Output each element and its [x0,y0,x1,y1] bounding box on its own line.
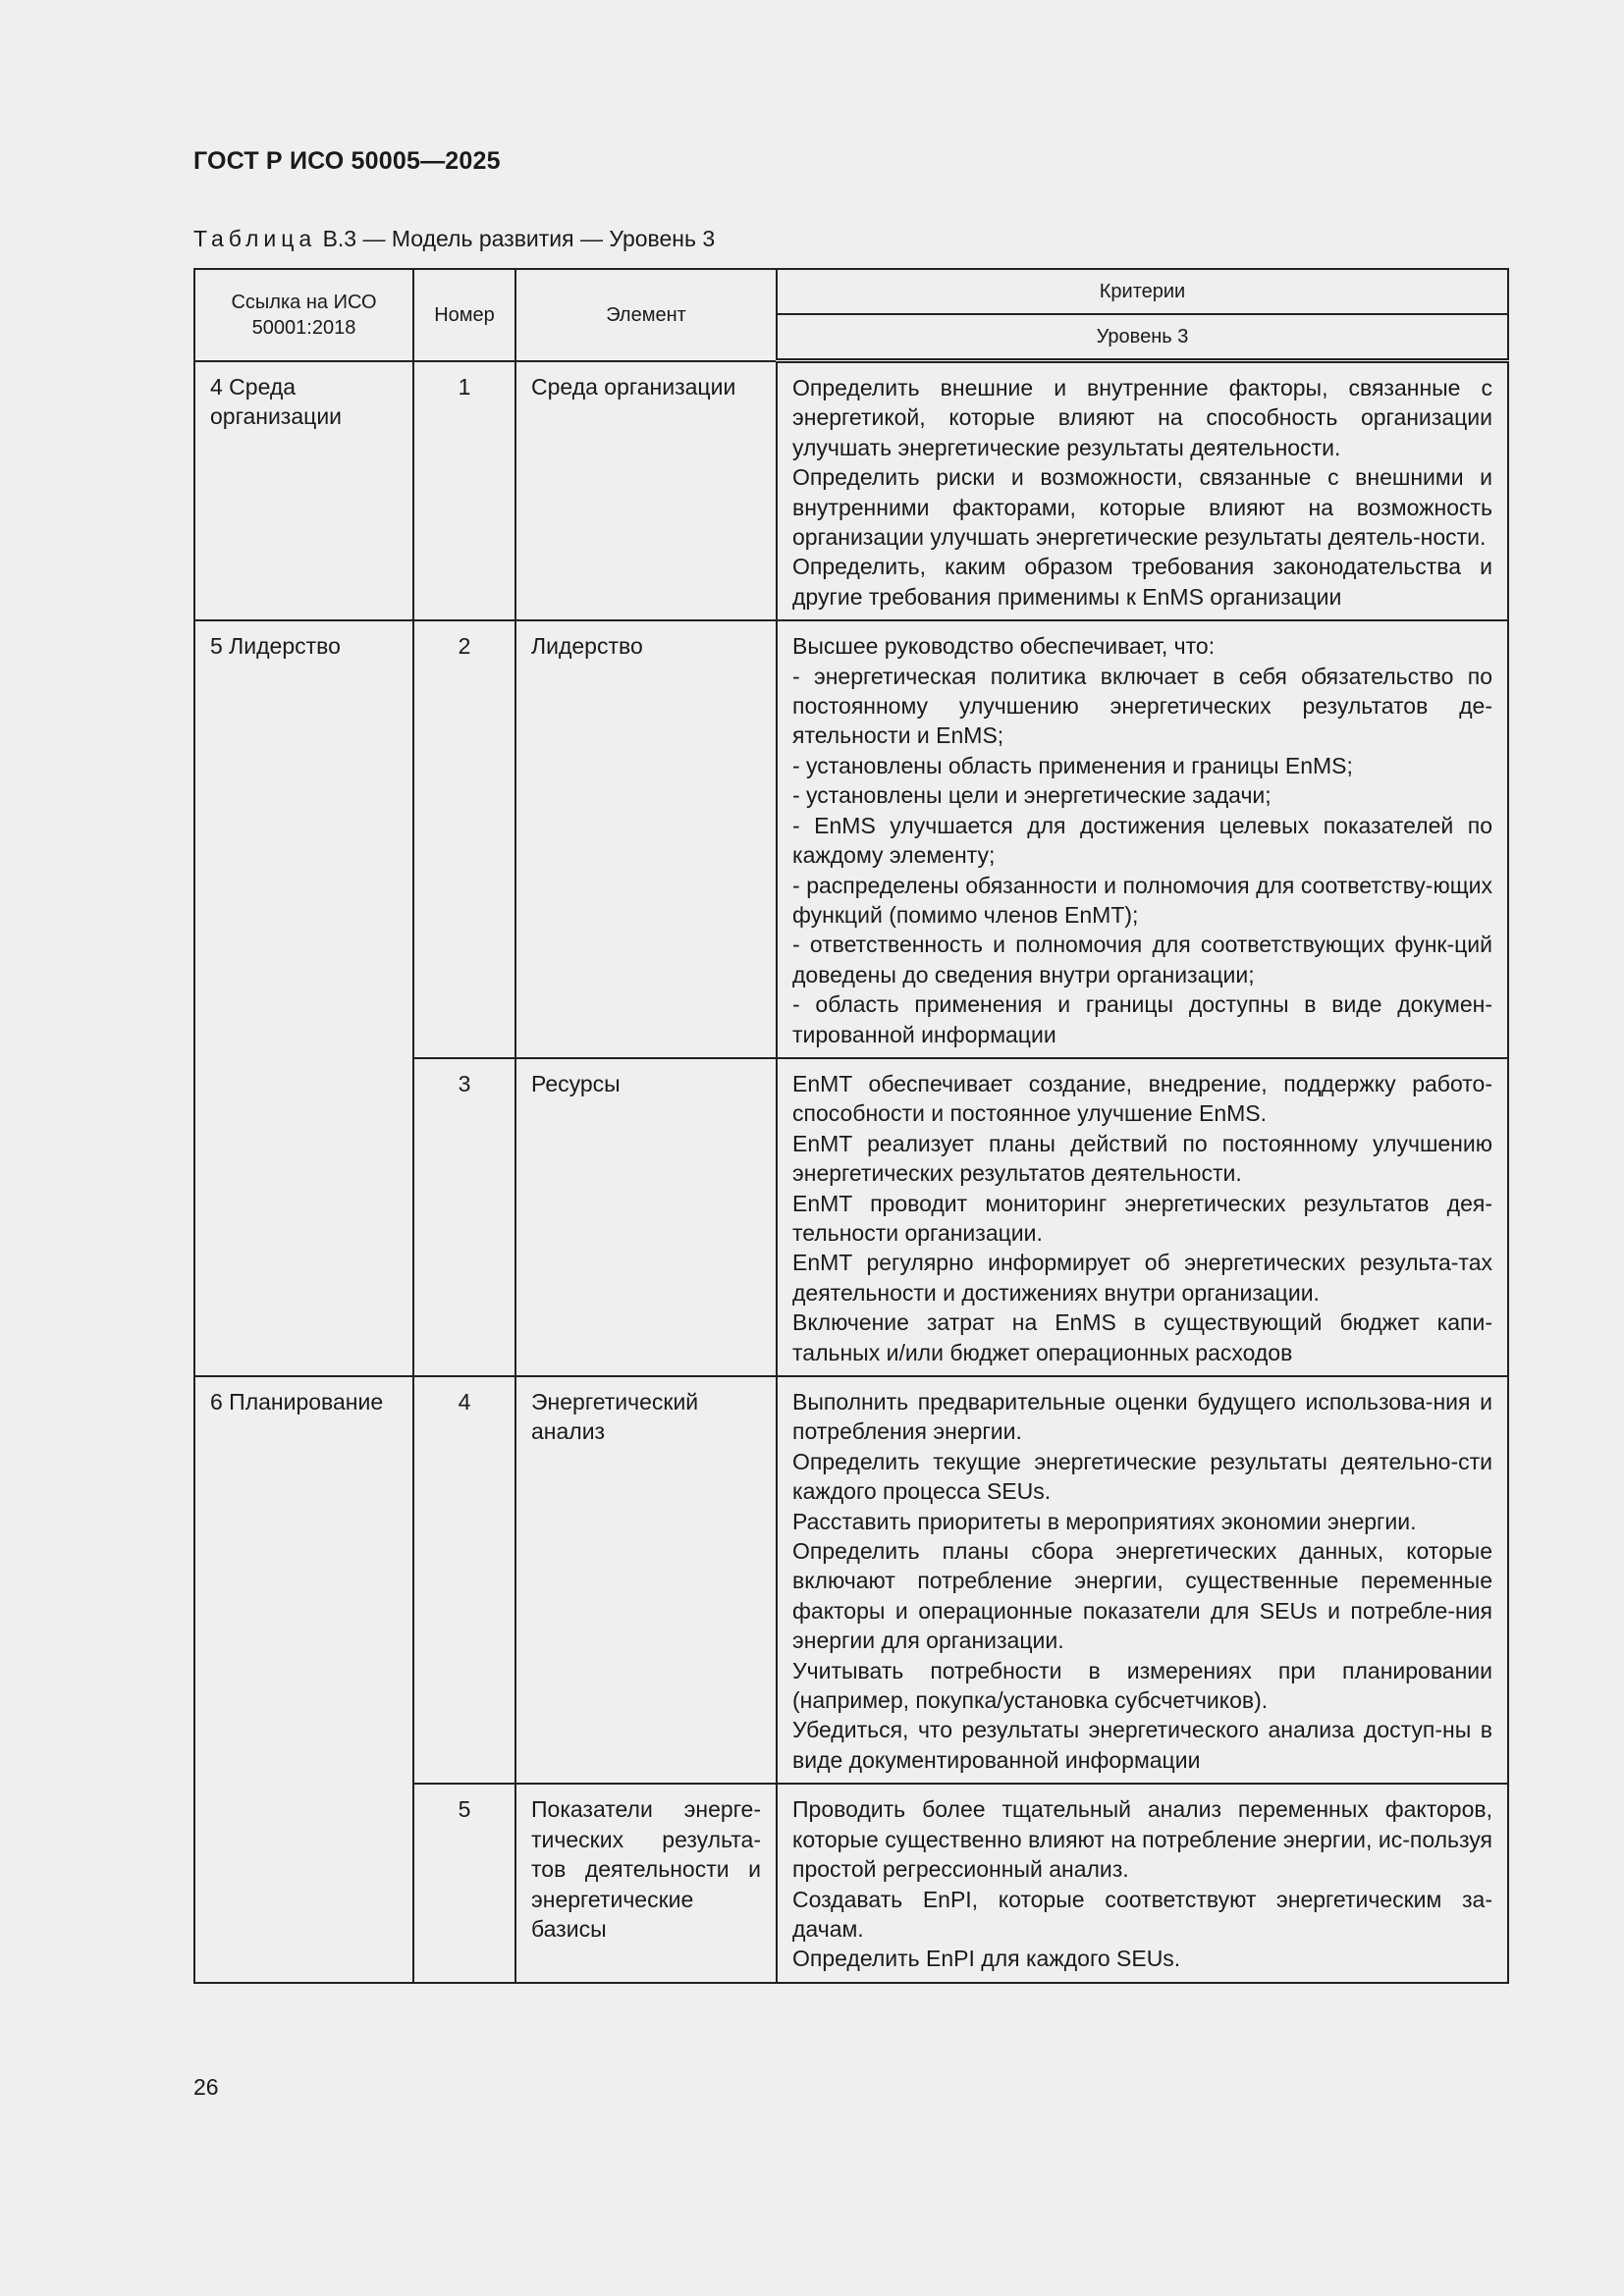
number-cell: 1 [413,361,515,621]
criteria-cell [777,1784,1508,1982]
criteria-paragraph: - EnMS улучшается для достижения целевых показателей по каждому элементу; [792,812,1492,869]
criteria-paragraph: Проводить более тщательный анализ переменных факторов, которые существенно влияют на потребление энергии, ис-пользуя простой регрессионный анализ. [792,1796,1492,1883]
criteria-paragraph: - установлены область применения и границы EnMS; [792,752,1353,778]
number-cell: 5 [413,1784,515,1982]
criteria-paragraph: Определить планы сбора энергетических данных, которые включают потребление энергии, существенные переменные факторы и операционные показатели для SEUs и потребле-ния энергии для организации. [792,1538,1492,1654]
criteria-paragraph: - установлены цели и энергетические задачи; [792,782,1272,809]
criteria-paragraph: - энергетическая политика включает в себя обязательство по постоянному улучшению энергетических результатов де-ятельности и EnMS; [792,663,1492,749]
criteria-cell [777,361,1508,621]
criteria-paragraph: Включение затрат на EnMS в существующий бюджет капи-тальных и/или бюджет операционных расходов [792,1309,1492,1365]
number-cell: 4 [413,1376,515,1784]
element-cell: Лидерство [515,620,777,1058]
ref-cell: 5 Лидерство [194,620,413,1376]
criteria-paragraph: Определить текущие энергетические результаты деятельно-сти каждого процесса SEUs. [792,1448,1492,1505]
criteria-paragraph: Определить, каким образом требования законодательства и другие требования применимы к EnMS организации [792,554,1492,610]
criteria-paragraph: EnMT реализует планы действий по постоянному улучшению энергетических результатов деятельности. [792,1130,1492,1187]
criteria-paragraph: EnMT проводит мониторинг энергетических результатов дея-тельности организации. [792,1190,1492,1246]
criteria-paragraph: - распределены обязанности и полномочия для соответству-ющих функций (помимо членов EnMT); [792,872,1492,928]
table-caption-text: В.3 — Модель развития — Уровень 3 [322,226,716,251]
number-cell: 2 [413,620,515,1058]
criteria-paragraph: EnMT обеспечивает создание, внедрение, поддержку работо-способности и постоянное улучшение EnMS. [792,1070,1492,1127]
table-row [194,1376,1508,1784]
page-number: 26 [193,2074,219,2100]
header-level: Уровень 3 [777,314,1508,361]
criteria-paragraph: - область применения и границы доступны в виде докумен-тированной информации [792,991,1492,1047]
ref-cell: 6 Планирование [194,1376,413,1983]
ref-cell: 4 Среда организации [194,361,413,621]
criteria-paragraph: Высшее руководство обеспечивает, что: [792,633,1216,660]
criteria-paragraph: Убедиться, что результаты энергетического анализа доступ-ны в виде документированной информации [792,1717,1492,1773]
criteria-paragraph: Учитывать потребности в измерениях при планировании (например, покупка/установка субсчетчиков). [792,1657,1492,1714]
header-ref: Ссылка на ИСО 50001:2018 [194,269,413,361]
table-caption-prefix: Таблица [193,226,317,251]
table-caption [193,226,715,252]
header-number: Номер [413,269,515,361]
header-criteria: Критерии [777,269,1508,314]
element-cell: Показатели энерге-тических результа-тов деятельности и энергетические базисы [515,1784,777,1982]
criteria-paragraph: Выполнить предварительные оценки будущего использова-ния и потребления энергии. [792,1389,1492,1445]
element-cell: Среда организации [515,361,777,621]
table-row [194,620,1508,1058]
header-element: Элемент [515,269,777,361]
criteria-paragraph: Определить внешние и внутренние факторы, связанные с энергетикой, которые влияют на способность организации улучшать энергетические результаты деятельности. [792,375,1492,460]
criteria-paragraph: - ответственность и полномочия для соответствующих функ-ций доведены до сведения внутри организации; [792,932,1492,988]
criteria-cell [777,1058,1508,1376]
criteria-paragraph: Расставить приоритеты в мероприятиях экономии энергии. [792,1508,1417,1534]
number-cell: 3 [413,1058,515,1376]
criteria-paragraph: EnMT регулярно информирует об энергетических результа-тах деятельности и достижениях внутри организации. [792,1250,1492,1306]
criteria-cell [777,620,1508,1058]
criteria-paragraph: Определить риски и возможности, связанные с внешними и внутренними факторами, которые влияют на возможность организации улучшать энергетические результаты деятель-ности. [792,464,1492,551]
maturity-table [193,268,1509,1984]
criteria-cell [777,1376,1508,1784]
document-header: ГОСТ Р ИСО 50005—2025 [193,147,501,175]
criteria-paragraph: Создавать EnPI, которые соответствуют энергетическим за-дачам. [792,1886,1492,1942]
element-cell: Ресурсы [515,1058,777,1376]
element-cell: Энергетический анализ [515,1376,777,1784]
criteria-paragraph: Определить EnPI для каждого SEUs. [792,1946,1181,1972]
table-row [194,361,1508,621]
